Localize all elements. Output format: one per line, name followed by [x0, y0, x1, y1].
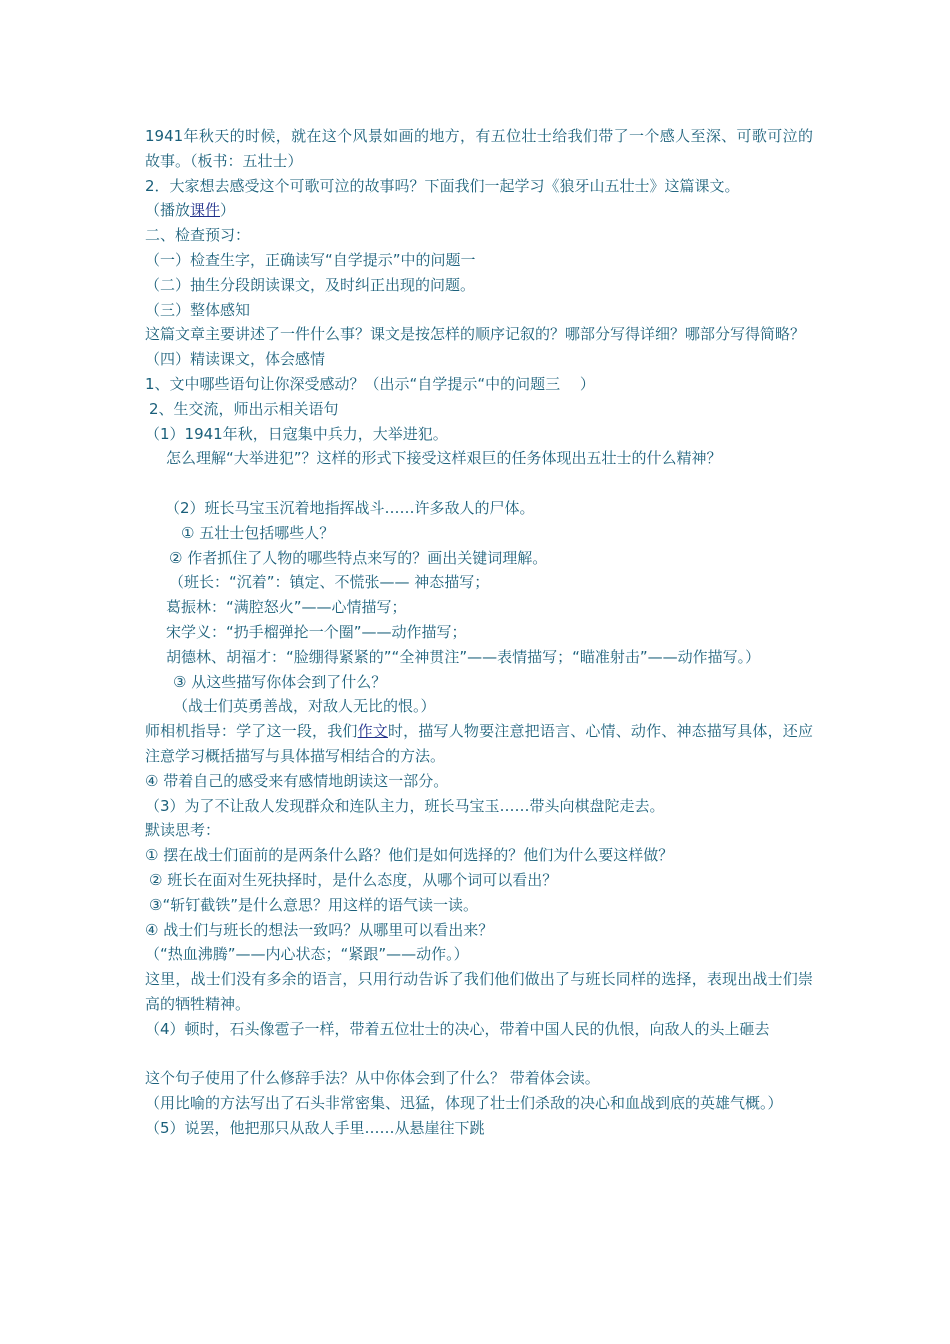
sentence-2: （2）班长马宝玉沉着地指挥战斗……许多敌人的尸体。	[165, 498, 535, 517]
preview-item-4: （四）精读课文，体会感情	[145, 350, 326, 369]
section-heading-preview: 二、检查预习：	[145, 226, 251, 245]
teacher-guidance	[145, 719, 813, 769]
guidance-rest: 时，描写人物要注意把语言、心情、动作、神态描写具体，还应注意学习概括描写与具体描写相结合的方法。	[145, 722, 813, 765]
sentence-5: （5）说罢，他把那只从敌人手里……从悬崖往下跳	[145, 1118, 485, 1137]
play-close: ）	[220, 201, 236, 220]
preview-item-2: （二）抽生分段朗读课文，及时纠正出现的问题。	[145, 275, 476, 294]
read-aloud-instruction: ④ 带着自己的感受来有感情地朗读这一部分。	[145, 771, 449, 790]
answer-ge-zhenlin: 葛振林：“满腔怒火”——心情描写；	[166, 598, 407, 617]
paragraph-intro-story: 1941年秋天的时候，就在这个风景如画的地方，有五位壮士给我们带了一个感人至深、可歌可泣的故事。（板书：五壮士）	[145, 127, 813, 170]
preview-item-3: （三）整体感知	[145, 300, 251, 319]
play-label: （播放	[145, 201, 191, 220]
paragraph-sacrifice: 这里，战士们没有多余的语言，只用行动告诉了我们他们做出了与班长同样的选择，表现出战士们崇高的牺牲精神。	[145, 970, 813, 1013]
blank-line	[145, 471, 813, 496]
silent-reading-label: 默读思考：	[145, 821, 221, 840]
paragraph-overview-questions: 这篇文章主要讲述了一件什么事？课文是按怎样的顺序记叙的？哪部分写得详细？哪部分写得简略？	[145, 325, 806, 344]
question-who: ① 五壮士包括哪些人？	[181, 523, 335, 542]
sentence-3: （3）为了不让敌人发现群众和连队主力，班长马宝玉……带头向棋盘陀走去。	[145, 796, 665, 815]
answer-agreement: （“热血沸腾”——内心状态；“紧跟”——动作。）	[145, 945, 469, 964]
paragraph-play-courseware	[145, 198, 813, 223]
question-meaning: ③“斩钉截铁”是什么意思？用这样的语气读一读。	[149, 895, 478, 914]
question-agreement: ④ 战士们与班长的想法一致吗？从哪里可以看出来？	[145, 920, 494, 939]
question-two-roads: ① 摆在战士们面前的是两条什么路？他们是如何选择的？他们为什么要这样做？	[145, 846, 674, 865]
question-attitude: ② 班长在面对生死抉择时，是什么态度，从哪个词可以看出？	[149, 870, 558, 889]
sentence-4: （4）顿时，石头像雹子一样，带着五位壮士的决心，带着中国人民的仇恨，向敌人的头上砸去	[145, 1019, 770, 1038]
document-body	[145, 124, 813, 1141]
question-rhetoric: 这个句子使用了什么修辞手法？从中你体会到了什么？ 带着体会读。	[145, 1069, 600, 1088]
answer-song-xueyi: 宋学义：“扔手榴弹抡一个圈”——动作描写；	[166, 622, 467, 641]
question-traits: ② 作者抓住了人物的哪些特点来写的？画出关键词理解。	[169, 548, 548, 567]
question-feelings: ③ 从这些描写你体会到了什么？	[173, 672, 387, 691]
reading-step-1: 1、文中哪些语句让你深受感动？（出示“自学提示“中的问题三 ）	[145, 374, 595, 393]
guidance-lead: 师相机指导：学了这一段，我们	[145, 722, 358, 741]
paragraph-step-2: 2．大家想去感受这个可歌可泣的故事吗？下面我们一起学习《狼牙山五壮士》这篇课文。	[145, 176, 740, 195]
preview-item-1: （一）检查生字，正确读写“自学提示”中的问题一	[145, 250, 476, 269]
answer-hu-brothers: 胡德林、胡福才：“脸绷得紧紧的”“全神贯注”——表情描写；“瞄准射击”——动作描写。）	[166, 647, 761, 666]
answer-rhetoric: （用比喻的方法写出了石头非常密集、迅猛，体现了壮士们杀敌的决心和血战到底的英雄气概。）	[145, 1094, 783, 1113]
courseware-link[interactable]: 课件	[190, 201, 221, 220]
question-invasion: 怎么理解“大举进犯”？这样的形式下接受这样艰巨的任务体现出五壮士的什么精神？	[166, 449, 722, 468]
answer-feelings: （战士们英勇善战，对敌人无比的恨。）	[173, 697, 436, 716]
blank-line	[145, 1041, 813, 1066]
answer-leader: （班长：“沉着”：镇定、不慌张—— 神态描写；	[169, 573, 490, 592]
sentence-1: （1）1941年秋，日寇集中兵力，大举进犯。	[145, 424, 448, 443]
reading-step-2: 2、生交流，师出示相关语句	[149, 399, 339, 418]
composition-link[interactable]: 作文	[357, 722, 388, 741]
